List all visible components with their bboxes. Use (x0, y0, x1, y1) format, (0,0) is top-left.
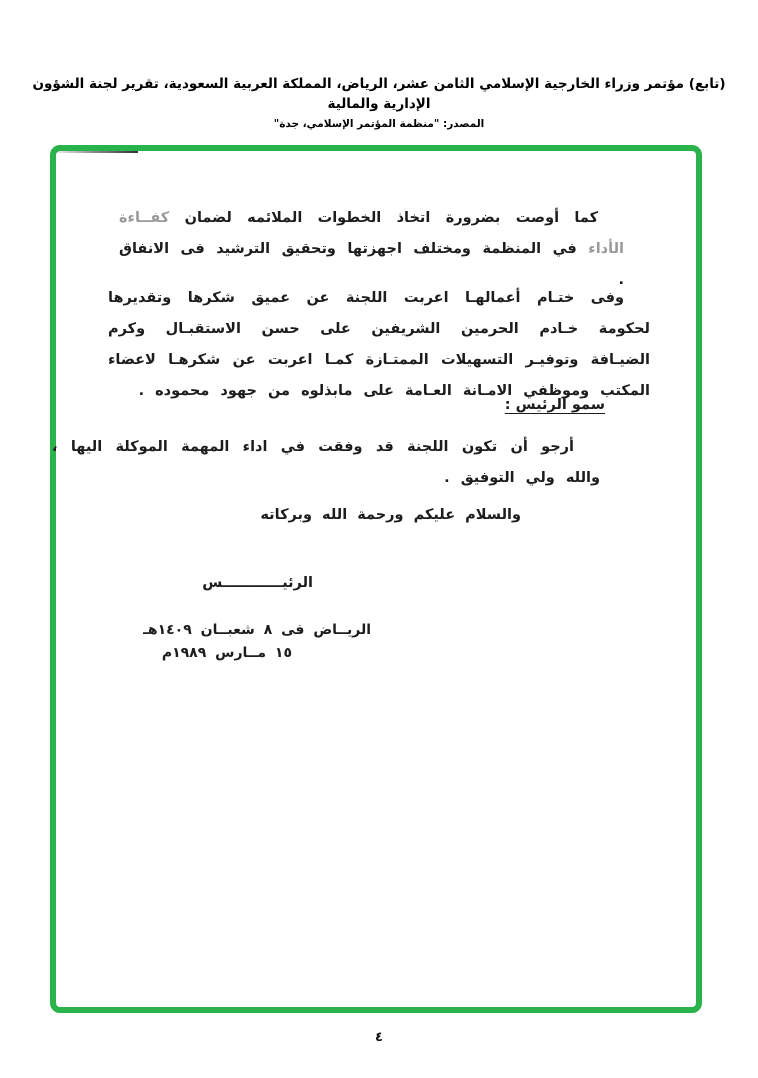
salutation-line: والسلام عليكم ورحمة الله وبركاته (260, 507, 521, 523)
header-title: (تابع) مؤتمر وزراء الخارجية الإسلامي الثامن عشر، الرياض، المملكة العربية السعودية، تقرير لجنة الشؤون الإدارية والمالية (32, 76, 726, 112)
header-source: المصدر: "منظمة المؤتمر الإسلامي، جدة" (273, 118, 485, 130)
paragraph-recommendation-faded: كفــاءة الأداء (119, 210, 624, 257)
heading-chairman: سمو الرئيس : (504, 397, 605, 413)
signature-title: الرئيــــــــــــس (202, 575, 313, 591)
paragraph-closing: أرجو أن تكون اللجنة قد وفقت في اداء المهمة الموكلة اليها ، والله ولي التوفيق . (52, 439, 600, 486)
document-frame (50, 145, 702, 1013)
paragraph-recommendation-start: كما أوصت بضرورة اتخاذ الخطوات الملائمه لضمان (184, 210, 598, 226)
date-hijri: الريــاض فى ٨ شعبــان ١٤٠٩هـ (143, 622, 371, 638)
page-number: ٤ (375, 1030, 383, 1045)
date-gregorian: ١٥ مــارس ١٩٨٩م (161, 645, 292, 661)
paragraph-recommendation-end: في المنظمة ومختلف اجهزتها وتحقيق الترشيد فى الانفاق . (119, 241, 624, 288)
paragraph-thanks: وفى ختـام أعمالهـا اعربت اللجنة عن عميق شكرها وتقديرها لحكومة خـادم الحرمين الشريفين على حسن الاستقبـال وكرم الضيـافة وتوفيـر التسهيلات الممتـازة كمـا اعربت عن شكرهـا لاعضاء المكتب وموظفي الامـانة العـامة على مابذلوه من جهود محموده . (108, 290, 650, 399)
page-header (28, 74, 730, 130)
signature-line (56, 151, 138, 153)
